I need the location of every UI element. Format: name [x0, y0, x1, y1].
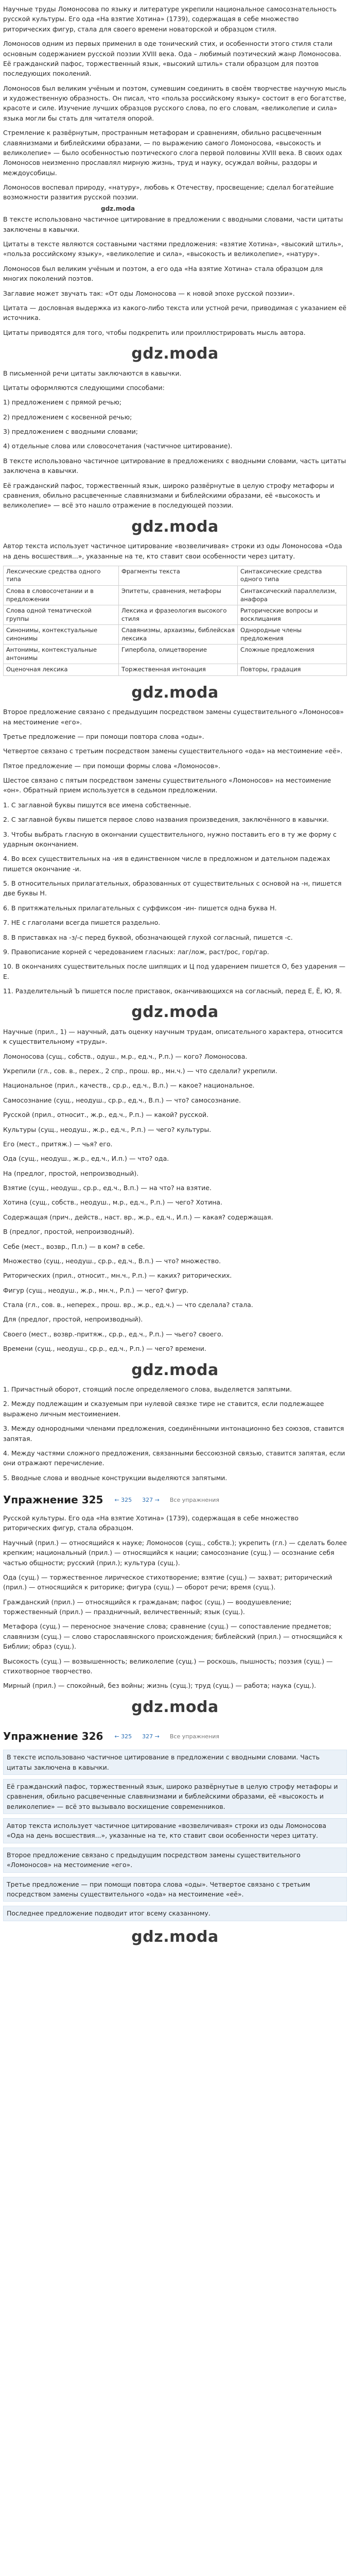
table-cell: Торжественная интонация: [118, 664, 237, 676]
all-exercises-link[interactable]: Все упражнения: [169, 1733, 220, 1740]
paragraph: Ломоносов воспевал природу, «натуру», любовь к Отечеству, просвещение; сделал богатейшие возможности развития русской поэзии.: [3, 183, 334, 201]
paragraph: 4. Между частями сложного предложения, связанными бессоюзной связью, ставится запятая, если они отражают перечисление.: [3, 1449, 345, 1467]
paragraph: 4) отдельные слова или словосочетания (частичное цитирование).: [3, 442, 233, 450]
prev-exercise-button[interactable]: ← 325: [114, 1733, 132, 1740]
paragraph: Второе предложение связано с предыдущим посредством замены существительного «Ломоносов» на местоимение «его».: [3, 708, 344, 726]
paragraph: Научный (прил.) — относящийся к науке; Ломоносов (сущ., собств.); укрепить (гл.) — сделать более крепким; национальный (прил.) — относящийся к нации; самосознание (сущ.) — осознание себя частью общности; русский (прил.); культура (сущ.).: [3, 1538, 347, 1567]
paragraph: Своего (мест., возвр.-притяж., ср.р., ед.ч., Р.п.) — чьего? своего.: [3, 1330, 223, 1338]
paragraph: Последнее предложение подводит итог всему сказанному.: [3, 1906, 347, 1921]
paragraph: 6. В притяжательных прилагательных с суффиксом -ин- пишется одна буква Н.: [3, 904, 277, 912]
exercise-title: Упражнение 325: [3, 1494, 103, 1506]
exercise-326-text: [3, 1750, 347, 1921]
text-block-1: [3, 4, 347, 202]
paragraph: Научные (прил., 1) — научный, дать оценку научным трудам, описательного характера, относится к существительному «труды».: [3, 1027, 343, 1046]
prev-exercise-button[interactable]: ← 325: [114, 1496, 132, 1503]
paragraph: Третье предложение — при помощи повтора слова «оды».: [3, 732, 204, 740]
paragraph: Научные труды Ломоносова по языку и литературе укрепили национальное самосознательность русской культуры. Его ода «На взятие Хотина» (1739), содержащая в себе множество риторических фигур, стала для своего времени новаторской и образцом стиля.: [3, 5, 337, 33]
table-row: [4, 645, 347, 664]
exercise-nav-325: [3, 1492, 347, 1508]
paragraph: Цитата — дословная выдержка из какого-либо текста или устной речи, приводимая с указанием её источника.: [3, 303, 347, 322]
paragraph: 5. В относительных прилагательных, образованных от существительных с основой на -н, пишется две буквы Н.: [3, 879, 342, 897]
paragraph: Цитаты приводятся для того, чтобы подкрепить или проиллюстрировать мысль автора.: [3, 328, 306, 336]
table-cell: Лексика и фразеология высокого стиля: [118, 605, 237, 625]
exercise-nav-326: [3, 1728, 347, 1744]
paragraph: Пятое предложение — при помощи формы слова «Ломоносов».: [3, 761, 221, 770]
paragraph: Культуры (сущ., неодуш., ж.р., ед.ч., Р.п.) — чего? культуры.: [3, 1125, 212, 1133]
exercise-title: Упражнение 326: [3, 1730, 103, 1743]
paragraph: Русской (прил., относит., ж.р., ед.ч., Р.п.) — какой? русской.: [3, 1111, 209, 1119]
paragraph: Его (мест., притяж.) — чья? его.: [3, 1140, 113, 1148]
watermark: gdz.moda: [131, 1003, 219, 1022]
paragraph: Ода (сущ.) — торжественное лирическое стихотворение; взятие (сущ.) — захват; риторический (прил.) — относящийся к риторике; фигура (сущ.) — оборот речи; время (сущ.).: [3, 1573, 332, 1591]
paragraph: Четвертое связано с третьим посредством замены существительного «ода» на местоимение «её».: [3, 747, 343, 755]
paragraph: 1. С заглавной буквы пишутся все имена собственные.: [3, 801, 191, 809]
paragraph: 7. НЕ с глаголами всегда пишется раздельно.: [3, 919, 161, 927]
watermark: gdz.moda: [101, 205, 135, 212]
paragraph: Её гражданский пафос, торжественный язык, широко развёрнутые в целую строфу метафоры и сравнения, обильно расцвеченные славянизмами и библейскими образами, её «высокость и великолепие» — всё это нашло отражение в последующей поэзии.: [3, 481, 335, 510]
paragraph: Русской культуры. Его ода «На взятие Хотина» (1739), содержащая в себе множество риторических фигур, стала образцом.: [3, 1514, 299, 1532]
paragraph: В письменной речи цитаты заключаются в кавычки.: [3, 369, 182, 377]
paragraph: Ломоносов был великим учёным и поэтом, а его ода «На взятие Хотина» стала образцом для многих поколений поэтов.: [3, 264, 323, 283]
table-cell: Синонимы, контекстуальные синонимы: [4, 625, 119, 645]
table-cell: Сложные предложения: [237, 645, 346, 664]
paragraph: На (предлог, простой, непроизводный).: [3, 1169, 139, 1177]
paragraph: Шестое связано с пятым посредством замены существительного «Ломоносов» на местоимение «он». Обратный прием используется в седьмом предложении.: [3, 776, 331, 794]
paragraph: Гражданский (прил.) — относящийся к гражданам; пафос (сущ.) — воодушевление; торжественный (прил.) — праздничный, величественный; язык (сущ.).: [3, 1598, 292, 1616]
table-cell: Гипербола, олицетворение: [118, 645, 237, 664]
next-exercise-button[interactable]: 327 →: [142, 1496, 160, 1503]
paragraph: Времени (сущ., неодуш., ср.р., ед.ч., Р.п.) — чего? времени.: [3, 1345, 206, 1353]
table-cell: Однородные члены предложения: [237, 625, 346, 645]
table-cell: Оценочная лексика: [4, 664, 119, 676]
paragraph: 1) предложением с прямой речью;: [3, 398, 121, 406]
text-block-2: [3, 214, 347, 337]
table-cell: Слова в словосочетании и в предложении: [4, 586, 119, 605]
watermark: gdz.moda: [131, 1698, 219, 1716]
table-cell: Фрагменты текста: [118, 566, 237, 585]
paragraph: Себе (мест., возвр., П.п.) — в ком? в себе.: [3, 1242, 145, 1250]
paragraph: Ломоносов был великим учёным и поэтом, сумевшим соединить в своём творчестве научную мысль и художественную образность. Он писал, что «польза российскому языку» состоит в его богатстве, красоте и силе. Изучение лучших образцов русского слова, по его словам, «великолепие и сила» языка могли бы стать для читателя опорой.: [3, 84, 347, 122]
watermark: gdz.moda: [131, 517, 219, 536]
table-intro: Автор текста использует частичное цитирование «возвеличивая» строки из оды Ломоносова «Ода на день восшествия...», указанные на те, кто ставит свои особенности через цитату.: [3, 542, 342, 560]
paragraph: Заглавие может звучать так: «От оды Ломоносова — к новой эпохе русской поэзии».: [3, 289, 295, 297]
exercise-325-text: [3, 1513, 347, 1691]
watermark: gdz.moda: [131, 345, 219, 363]
comparison-table: [3, 566, 347, 676]
table-cell: Синтаксический параллелизм, анафора: [237, 586, 346, 605]
paragraph: Третье предложение — при помощи повтора слова «оды». Четвертое связано с третьим посредством замены существительного «ода» на местоимение «её».: [3, 1877, 347, 1902]
table-row: [4, 664, 347, 676]
table-cell: Риторические вопросы и восклицания: [237, 605, 346, 625]
text-block-4: [3, 707, 347, 996]
paragraph: 11. Разделительный Ъ пишется после приставок, оканчивающихся на согласный, перед Е, Ё, Ю, Я.: [3, 987, 342, 995]
paragraph: Фигур (сущ., неодуш., ж.р., мн.ч., Р.п.) — чего? фигур.: [3, 1286, 189, 1294]
paragraph: Укрепили (гл., сов. в., перех., 2 спр., прош. вр., мн.ч.) — что сделали? укрепили.: [3, 1067, 277, 1075]
paragraph: 3. Чтобы выбрать гласную в окончании существительного, нужно поставить его в ту же форму с ударным окончанием.: [3, 830, 337, 848]
paragraph: 5. Вводные слова и вводные конструкции выделяются запятыми.: [3, 1473, 227, 1482]
paragraph: В тексте использовано частичное цитирование в предложениях с вводными словами, часть цитаты заключена в кавычки.: [3, 456, 346, 475]
table-row: [4, 605, 347, 625]
paragraph: Национальное (прил., качеств., ср.р., ед.ч., В.п.) — какое? национальное.: [3, 1081, 255, 1090]
paragraph: Высокость (сущ.) — возвышенность; великолепие (сущ.) — роскошь, пышность; поэзия (сущ.) — стихотворное творчество.: [3, 1657, 333, 1675]
table-row: [4, 586, 347, 605]
paragraph: Взятие (сущ., неодуш., ср.р., ед.ч., В.п.) — на что? на взятие.: [3, 1184, 212, 1192]
table-cell: Славянизмы, архаизмы, библейская лексика: [118, 625, 237, 645]
paragraph: 2. Между подлежащим и сказуемым при нулевой связке тире не ставится, если подлежащее выражено личным местоимением.: [3, 1400, 324, 1418]
table-row: [4, 566, 347, 585]
paragraph: Множество (сущ., неодуш., ср.р., ед.ч., В.п.) — что? множество.: [3, 1257, 221, 1265]
paragraph: 10. В окончаниях существительных после шипящих и Ц под ударением пишется О, без ударения — Е.: [3, 962, 346, 980]
paragraph: Ломоносова (сущ., собств., одуш., м.р., ед.ч., Р.п.) — кого? Ломоносова.: [3, 1052, 248, 1060]
paragraph: Второе предложение связано с предыдущим посредством замены существительного «Ломоносов» на местоимение «его».: [3, 1848, 347, 1873]
text-block-5: [3, 1027, 347, 1354]
table-cell: Эпитеты, сравнения, метафоры: [118, 586, 237, 605]
paragraph: Цитаты оформляются следующими способами:: [3, 383, 165, 392]
paragraph: Для (предлог, простой, непроизводный).: [3, 1315, 143, 1324]
paragraph: Ломоносов одним из первых применил в оде тонический стих, и особенности этого стиля стали основным содержанием русской поэзии XVIII века. Ода – любимый поэтический жанр Ломоносова. Её гражданский пафос, торжественный язык, «высокий штиль» стали образцом для поэтов последующих поколений.: [3, 40, 341, 78]
paragraph: Хотина (сущ., собств., неодуш., м.р., ед.ч., Р.п.) — чего? Хотина.: [3, 1198, 223, 1207]
paragraph: 3) предложением с вводными словами;: [3, 428, 138, 436]
paragraph: Её гражданский пафос, торжественный язык, широко развёрнутые в целую строфу метафоры и сравнения, обильно расцвеченные славянизмами и библейскими образами, её «высокость и великолепие» — всё это вызывало восхищение современников.: [3, 1779, 347, 1814]
table-cell: Повторы, градация: [237, 664, 346, 676]
paragraph: 1. Причастный оборот, стоящий после определяемого слова, выделяется запятыми.: [3, 1385, 292, 1394]
paragraph: Самосознание (сущ., неодуш., ср.р., ед.ч., В.п.) — что? самосознание.: [3, 1096, 241, 1104]
watermark: gdz.moda: [131, 683, 219, 702]
paragraph: 3. Между однородными членами предложения, соединёнными интонационно без союзов, ставится запятая.: [3, 1425, 344, 1443]
paragraph: Содержащая (прич., действ., наст. вр., ж.р., ед.ч., И.п.) — какая? содержащая.: [3, 1213, 273, 1221]
text-block-6: [3, 1384, 347, 1483]
paragraph: Риторических (прил., относит., мн.ч., Р.п.) — каких? риторических.: [3, 1272, 232, 1280]
paragraph: Мирный (прил.) — спокойный, без войны; жизнь (сущ.); труд (сущ.) — работа; наука (сущ.).: [3, 1682, 317, 1690]
table-row: [4, 625, 347, 645]
watermark: gdz.moda: [131, 1927, 219, 1946]
paragraph: 2. С заглавной буквы пишется первое слово названия произведения, заключённого в кавычки.: [3, 816, 329, 824]
paragraph: Автор текста использует частичное цитирование «возвеличивая» строки из оды Ломоносова «Ода на день восшествия...», указанные на те, кто ставит свои особенности через цитату.: [3, 1818, 347, 1843]
paragraph: 2) предложением с косвенной речью;: [3, 413, 132, 421]
watermark: gdz.moda: [131, 1361, 219, 1379]
paragraph: 4. Во всех существительных на -ия в единственном числе в предложном и дательном падежах пишется окончание -и.: [3, 855, 330, 873]
table-cell: Антонимы, контекстуальные антонимы: [4, 645, 119, 664]
paragraph: Стала (гл., сов. в., неперех., прош. вр., ж.р., ед.ч.) — что сделала? стала.: [3, 1301, 253, 1309]
table-cell: Синтаксические средства одного типа: [237, 566, 346, 585]
paragraph: В тексте использовано частичное цитирование в предложении с вводными словами, части цитаты заключены в кавычки.: [3, 215, 343, 233]
next-exercise-button[interactable]: 327 →: [142, 1733, 160, 1740]
all-exercises-link[interactable]: Все упражнения: [169, 1496, 220, 1503]
paragraph: Метафора (сущ.) — переносное значение слова; сравнение (сущ.) — сопоставление предметов; славянизм (сущ.) — слово старославянского происхождения; библейский (прил.) — относящийся к Библии; образ (сущ.).: [3, 1622, 343, 1651]
paragraph: Ода (сущ., неодуш., ж.р., ед.ч., И.п.) — что? ода.: [3, 1155, 169, 1163]
table-cell: Слова одной тематической группы: [4, 605, 119, 625]
paragraph: 9. Правописание корней с чередованием гласных: лаг/лож, раст/рос, гор/гар.: [3, 947, 269, 956]
paragraph: Цитаты в тексте являются составными частями предложения: «взятие Хотина», «высокий штиль», «польза российскому языку», «великолепие и сила», «высокость и великолепие», «натуру».: [3, 240, 343, 258]
paragraph: В тексте использовано частичное цитирование в предложении с вводными словами. Часть цитаты заключена в кавычки.: [3, 1750, 347, 1775]
paragraph: Стремление к развёрнутым, пространным метафорам и сравнениям, обильно расцвеченным славянизмами и библейскими образами, — по выражению самого Ломоносова, «высокость и великолепие» — было особенностью поэтического слога первой половины XVIII века. В своих одах Ломоносов неизменно прославлял мирную жизнь, труд и науку, осуждал войны, раздоры и междоусобицы.: [3, 129, 342, 177]
text-block-3: [3, 368, 347, 511]
paragraph: В (предлог, простой, непроизводный).: [3, 1228, 134, 1236]
table-cell: Лексические средства одного типа: [4, 566, 119, 585]
paragraph: 8. В приставках на -з/-с перед буквой, обозначающей глухой согласный, пишется -с.: [3, 933, 293, 941]
